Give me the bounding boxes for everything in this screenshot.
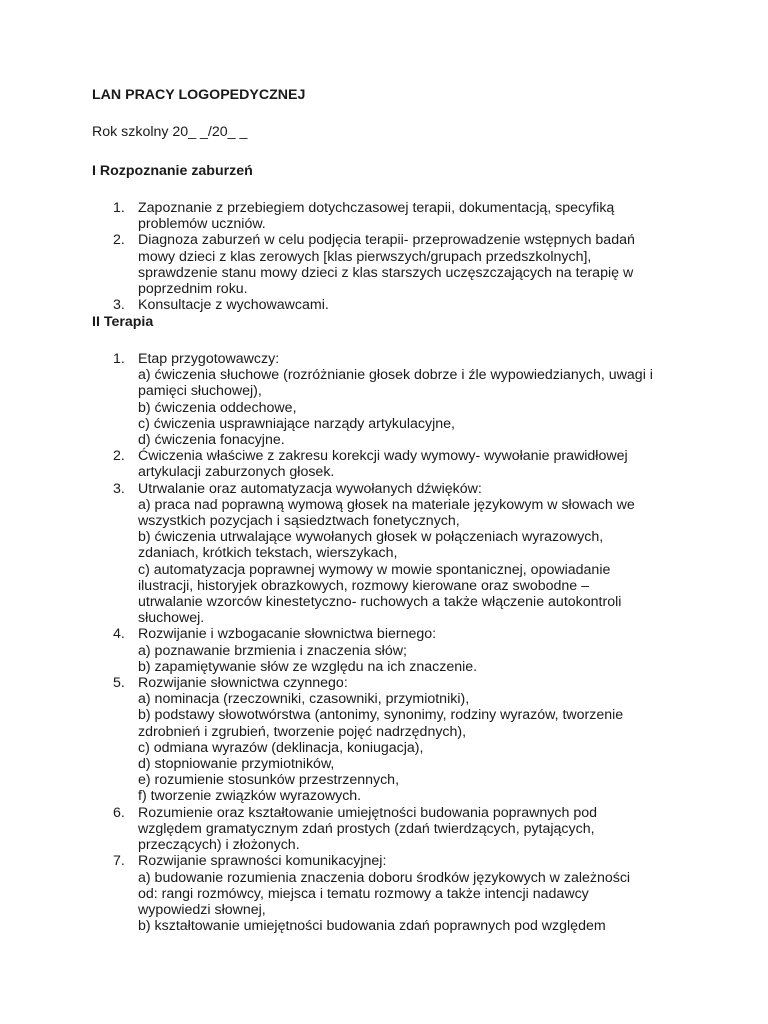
list-item-text-line: d) stopniowanie przymiotników, (138, 756, 335, 773)
list-item-text-line: pamięci słuchowej), (138, 383, 262, 400)
list-item-text-line: wszystkich pozycjach i sąsiedztwach fonetycznych, (138, 513, 460, 530)
list-item-text-line: a) nominacja (rzeczowniki, czasowniki, przymiotniki), (138, 691, 470, 708)
list-item (92, 481, 692, 627)
section-heading-therapy: II Terapia (92, 314, 154, 330)
list-item-number: 1. (113, 200, 125, 216)
list-item-number: 4. (113, 626, 125, 643)
list-item-text-line: zdaniach, krótkich tekstach, wierszykach, (138, 545, 398, 562)
list-item-text-line: zdrobnień i zgrubień, tworzenie pojęć nadrzędnych), (138, 723, 467, 740)
list-item-text-line: mowy dzieci z klas zerowych [klas pierwszych/grupach przedszkolnych], (138, 248, 592, 265)
list-item-text-line: c) ćwiczenia usprawniające narządy artykulacyjne, (138, 415, 455, 432)
list-item-text-line: problemów uczniów. (138, 216, 266, 233)
list-item-text-line: Konsultacje z wychowawcami. (138, 297, 329, 314)
list-item-text-line: b) kształtowanie umiejętności budowania zdań poprawnych pod względem (138, 918, 606, 935)
list-item-number: 5. (113, 675, 125, 692)
list-item-text-line: przeczących) i złożonych. (138, 837, 300, 854)
list-item (92, 351, 692, 448)
list-item-text-line: słuchowej. (138, 610, 205, 627)
list-item-text-line: a) budowanie rozumienia znaczenia doboru środków językowych w zależności (138, 869, 631, 886)
list-item-text-line: wypowiedzi słownej, (138, 901, 266, 918)
list-item-text-line: poprzednim roku. (138, 281, 248, 298)
list-item (92, 232, 692, 297)
list-item-text-line: a) praca nad poprawną wymową głosek na materiale językowym w słowach we (138, 496, 635, 513)
list-item-text-line: Zapoznanie z przebiegiem dotychczasowej terapii, dokumentacją, specyfiką (138, 200, 615, 216)
list-item-text-line: Etap przygotowawczy: (138, 351, 280, 367)
list-item-text-line: c) odmiana wyrazów (deklinacja, koniugacja), (138, 739, 424, 756)
list-item-number: 2. (113, 448, 125, 465)
list-item-text-line: Utrwalanie oraz automatyzacja wywołanych dźwięków: (138, 480, 482, 497)
list-item-text-line: Ćwiczenia właściwe z zakresu korekcji wady wymowy- wywołanie prawidłowej (138, 448, 628, 465)
list-item-text-line: Rozwijanie sprawności komunikacyjnej: (138, 853, 387, 870)
school-year-line: Rok szkolny 20_ _/20_ _ (92, 124, 248, 140)
list-item (92, 805, 692, 854)
list-item-text-line: ilustracji, historyjek obrazkowych, rozmowy kierowane oraz swobodne – (138, 577, 590, 594)
list-item (92, 297, 692, 313)
list-item-text-line: a) ćwiczenia słuchowe (rozróżnianie głosek dobrze i źle wypowiedzianych, uwagi i (138, 367, 653, 384)
list-item-text-line: artykulacji zaburzonych głosek. (138, 464, 335, 481)
list-item-text-line: b) podstawy słowotwórstwa (antonimy, synonimy, rodziny wyrazów, tworzenie (138, 707, 624, 724)
therapy-list (92, 351, 692, 934)
list-item-text-line: a) poznawanie brzmienia i znaczenia słów; (138, 642, 407, 659)
list-item-text-line: sprawdzenie stanu mowy dzieci z klas starszych uczęszczających na terapię w (138, 264, 634, 281)
list-item-number: 6. (113, 804, 125, 821)
list-item-text-line: Diagnoza zaburzeń w celu podjęcia terapii- przeprowadzenie wstępnych badań (138, 232, 635, 249)
list-item-text-line: d) ćwiczenia fonacyjne. (138, 432, 285, 449)
section-heading-diagnosis: I Rozpoznanie zaburzeń (92, 163, 253, 179)
list-item-text-line: e) rozumienie stosunków przestrzennych, (138, 772, 400, 789)
list-item-number: 7. (113, 853, 125, 870)
list-item-text-line: względem gramatycznym zdań prostych (zdań twierdzących, pytających, (138, 820, 595, 837)
list-item-text-line: Rozwijanie słownictwa czynnego: (138, 675, 348, 692)
list-item-text-line: b) zapamiętywanie słów ze względu na ich znaczenie. (138, 658, 478, 675)
list-item-text-line: c) automatyzacja poprawnej wymowy w mowie spontanicznej, opowiadanie (138, 561, 611, 578)
list-item-number: 1. (113, 351, 125, 367)
list-item (92, 200, 692, 232)
list-item-number: 3. (113, 297, 125, 314)
list-item (92, 626, 692, 675)
list-item-text-line: Rozwijanie i wzbogacanie słownictwa biernego: (138, 626, 437, 643)
list-item-number: 2. (113, 232, 125, 249)
list-item (92, 675, 692, 805)
diagnosis-list (92, 200, 692, 313)
list-item-text-line: b) ćwiczenia oddechowe, (138, 399, 297, 416)
list-item-text-line: b) ćwiczenia utrwalające wywołanych głosek w połączeniach wyrazowych, (138, 529, 604, 546)
list-item-text-line: f) tworzenie związków wyrazowych. (138, 788, 362, 805)
list-item (92, 448, 692, 480)
list-item-text-line: od: rangi rozmówcy, miejsca i tematu rozmowy a także intencji nadawcy (138, 885, 589, 902)
list-item-text-line: Rozumienie oraz kształtowanie umiejętności budowania poprawnych pod (138, 804, 597, 821)
list-item-number: 3. (113, 480, 125, 497)
document-title: LAN PRACY LOGOPEDYCZNEJ (92, 87, 306, 103)
document-page (92, 86, 692, 935)
list-item (92, 853, 692, 934)
list-item-text-line: utrwalanie wzorców kinestetyczno- ruchowych a także włączenie autokontroli (138, 594, 622, 611)
